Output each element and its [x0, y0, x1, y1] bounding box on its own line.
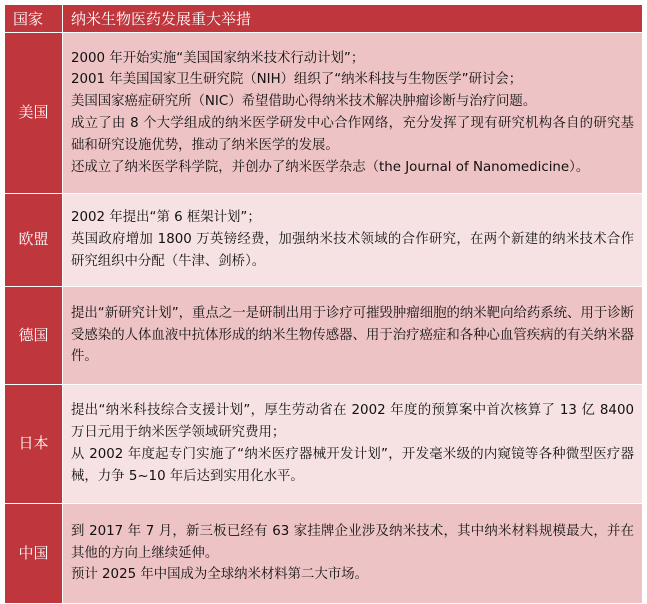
measures-cell	[63, 287, 643, 385]
table-row-usa	[5, 33, 643, 194]
header-country: 国家	[5, 5, 63, 33]
measure-line: 提出“纳米科技综合支援计划”，厚生劳动省在 2002 年度的预算案中首次核算了 13 亿 8400 万日元用于纳米医学领域研究费用；	[71, 403, 634, 441]
table-row-germany	[5, 287, 643, 385]
measure-line: 到 2017 年 7 月，新三板已经有 63 家挂牌企业涉及纳米技术，其中纳米材料规模最大，并在其他的方向上继续延伸。	[71, 523, 634, 561]
measures-cell	[63, 33, 643, 194]
measures-cell	[63, 194, 643, 287]
country-cell: 德国	[5, 287, 63, 385]
measure-line: 还成立了纳米医学科学院，并创办了纳米医学杂志（the Journal of Nanomedicine）。	[71, 159, 590, 175]
measure-line: 美国国家癌症研究所（NIC）希望借助心得纳米技术解决肿瘤诊断与治疗问题。	[71, 94, 537, 110]
measure-line: 提出“新研究计划”，重点之一是研制出用于诊疗可摧毁肿瘤细胞的纳米靶向给药系统、用于诊断受感染的人体血液中抗体形成的纳米生物传感器、用于治疗癌症和各种心血管疾病的有关纳米器件。	[71, 305, 634, 365]
country-cell: 欧盟	[5, 194, 63, 287]
measure-line: 2000 年开始实施“美国国家纳米技术行动计划”；	[71, 50, 365, 66]
measures-table	[4, 4, 643, 604]
table-row-eu	[5, 194, 643, 287]
country-cell: 美国	[5, 33, 63, 194]
measures-cell	[63, 385, 643, 504]
header-measures: 纳米生物医药发展重大举措	[63, 5, 643, 33]
measure-line: 从 2002 年度起专门实施了“纳米医疗器械开发计划”，开发毫米级的内窥镜等各种微型医疗器械，力争 5~10 年后达到实用化水平。	[71, 447, 634, 484]
country-cell: 中国	[5, 504, 63, 604]
country-cell: 日本	[5, 385, 63, 504]
measures-cell	[63, 504, 643, 604]
table-row-japan	[5, 385, 643, 504]
measure-line: 2001 年美国国家卫生研究院（NIH）组织了“纳米科技与生物医学”研讨会；	[71, 72, 523, 88]
measure-line: 预计 2025 年中国成为全球纳米材料第二大市场。	[71, 567, 369, 583]
measure-line: 成立了由 8 个大学组成的纳米医学研发中心合作网络，充分发挥了现有研究机构各自的研究基础和研究设施优势，推动了纳米医学的发展。	[71, 116, 634, 153]
table-row-china	[5, 504, 643, 604]
header-row	[5, 5, 643, 33]
measure-line: 2002 年提出“第 6 框架计划”；	[71, 210, 261, 226]
measure-line: 英国政府增加 1800 万英镑经费，加强纳米技术领域的合作研究，在两个新建的纳米技术合作研究组织中分配（牛津、剑桥）。	[71, 232, 634, 269]
